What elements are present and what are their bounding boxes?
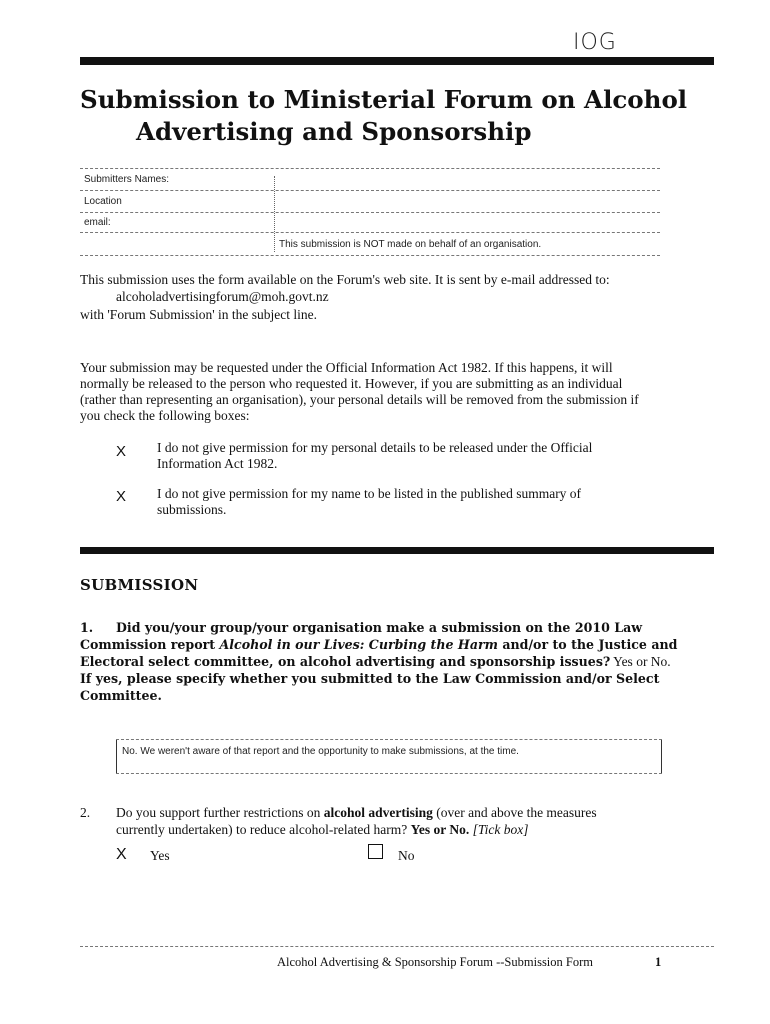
details-permission-line-2: Information Act 1982. xyxy=(157,456,278,471)
box-rule xyxy=(80,255,660,256)
law-commission-report-title: Alcohol in our Lives: Curbing the Harm xyxy=(219,637,498,652)
q2-line-2-a: currently undertaken) to reduce alcohol-related harm? xyxy=(116,822,411,837)
title-line-1: Submission to Ministerial Forum on Alcohol xyxy=(80,85,688,114)
oia-line-3: (rather than representing an organisation), your personal details will be removed from the submission if xyxy=(80,392,639,407)
intro-line-3: with 'Forum Submission' in the subject line. xyxy=(80,307,317,322)
q1-line-2 xyxy=(80,636,677,653)
box-rule xyxy=(80,168,660,169)
answer-box-bottom-rule xyxy=(116,773,662,774)
q1-yes-no: Yes or No. xyxy=(610,654,671,669)
name-permission-line-2: submissions. xyxy=(157,502,227,517)
footer-rule xyxy=(80,946,714,947)
q2-line-1-b: (over and above the measures xyxy=(432,805,597,820)
box-rule xyxy=(80,212,660,213)
q2-line-1 xyxy=(116,805,706,822)
organisation-note: This submission is NOT made on behalf of an organisation. xyxy=(279,239,542,250)
oia-line-4: you check the following boxes: xyxy=(80,408,250,423)
q2-yes-label: Yes xyxy=(150,848,170,863)
top-divider-bar xyxy=(80,57,714,65)
q1-number: 1. xyxy=(80,620,94,635)
footer-page-number: 1 xyxy=(655,955,662,969)
q1-answer-text[interactable]: No. We weren't aware of that report and the opportunity to make submissions, at the time. xyxy=(122,746,519,757)
box-column-divider xyxy=(274,176,275,252)
footer-text: Alcohol Advertising & Sponsorship Forum --Submission Form xyxy=(277,955,593,969)
page-title xyxy=(80,84,720,148)
box-rule xyxy=(80,190,660,191)
title-line-2: Advertising and Sponsorship xyxy=(136,117,532,146)
q1-line-2-a: Commission report xyxy=(80,637,220,652)
q1-line-4: If yes, please specify whether you submitted to the Law Commission and/or Select xyxy=(80,671,660,686)
intro-line-1: This submission uses the form available on the Forum's web site. It is sent by e-mail addressed to: xyxy=(80,272,610,287)
location-label: Location xyxy=(84,196,122,207)
details-permission-checkmark[interactable]: X xyxy=(116,443,127,460)
q1-line-3-a: Electoral select committee, on alcohol advertising and sponsorship issues? xyxy=(80,654,611,669)
name-permission-checkmark[interactable]: X xyxy=(116,488,127,505)
forum-email-address: alcoholadvertisingforum@moh.govt.nz xyxy=(116,289,329,304)
oia-line-1: Your submission may be requested under the Official Information Act 1982. If this happens, it will xyxy=(80,360,613,375)
handwritten-page-number: IOG xyxy=(573,30,617,55)
q2-no-label: No xyxy=(398,848,415,863)
q2-number: 2. xyxy=(80,805,91,820)
submission-heading: SUBMISSION xyxy=(80,576,199,594)
q1-line-1: Did you/your group/your organisation make a submission on the 2010 Law xyxy=(116,620,643,635)
q1-line-3 xyxy=(80,653,671,670)
section-divider-bar xyxy=(80,547,714,554)
q1-line-2-b: and/or to the Justice and xyxy=(497,637,678,652)
name-permission-line-1: I do not give permission for my name to be listed in the published summary of xyxy=(157,486,582,501)
q2-line-2 xyxy=(116,822,706,839)
submitter-names-label: Submitters Names: xyxy=(84,174,170,185)
q2-yes-or-no: Yes or No. xyxy=(410,822,470,837)
q2-line-1-a: Do you support further restrictions on xyxy=(116,805,324,820)
box-rule xyxy=(80,232,660,233)
oia-line-2: normally be released to the person who requested it. However, if you are submitting as an individual xyxy=(80,376,623,391)
email-label: email: xyxy=(84,217,111,228)
q2-yes-checkmark[interactable]: X xyxy=(116,846,127,863)
tick-box-instruction: [Tick box] xyxy=(469,822,529,837)
q2-no-checkbox[interactable] xyxy=(368,844,383,859)
alcohol-advertising-term: alcohol advertising xyxy=(323,805,433,820)
q1-line-5: Committee. xyxy=(80,688,162,703)
details-permission-line-1: I do not give permission for my personal details to be released under the Official xyxy=(157,440,593,455)
